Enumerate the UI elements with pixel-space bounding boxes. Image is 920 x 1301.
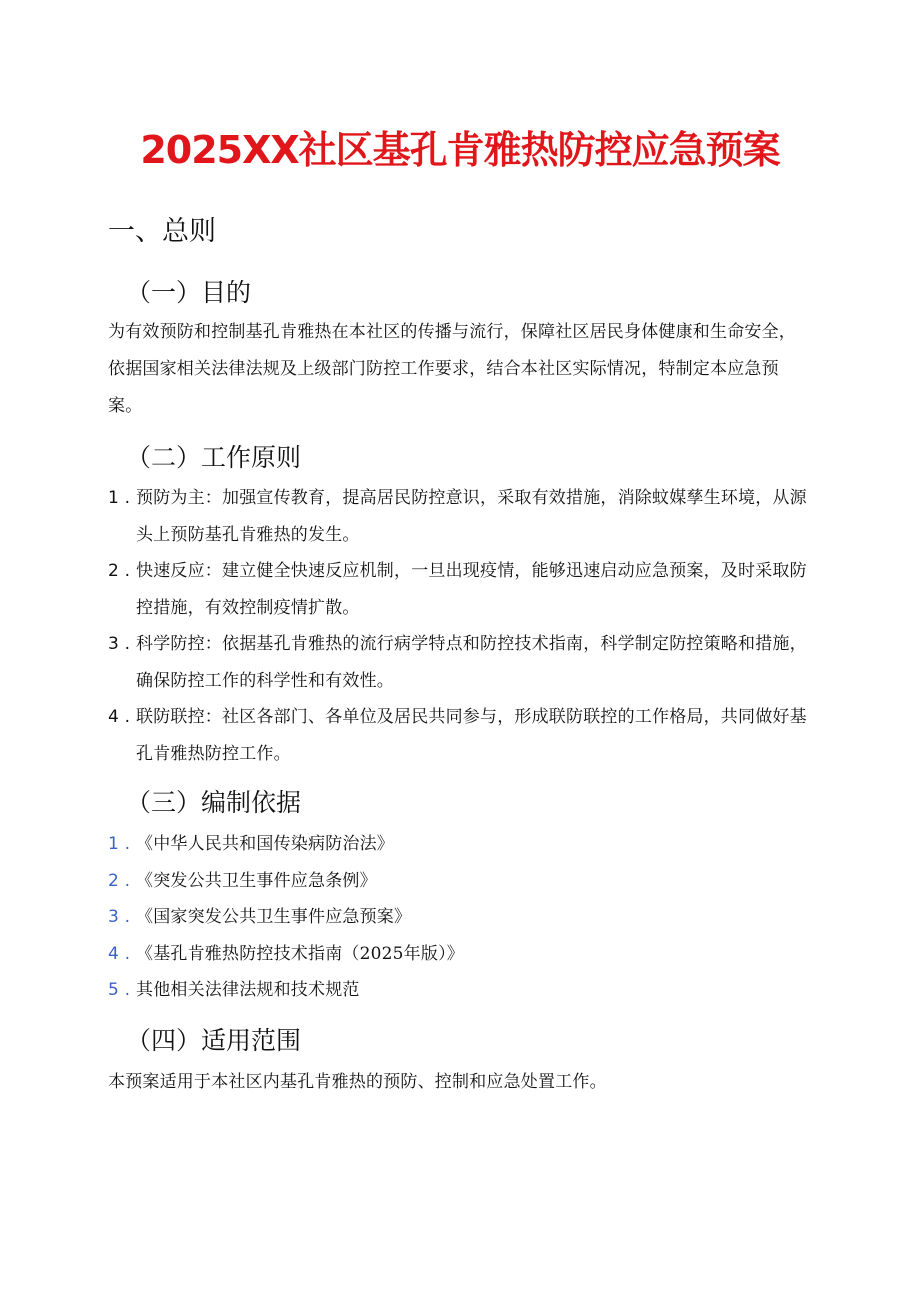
subheading-scope: （四）适用范围 <box>126 1026 302 1055</box>
basis-item: 5 . 其他相关法律法规和技术规范 <box>108 980 360 1000</box>
item-text: 快速反应：建立健全快速反应机制，一旦出现疫情，能够迅速启动应急预案，及时采取防控措施，有效控制疫情扩散。 <box>136 561 807 618</box>
basis-item: 4 . 《基孔肯雅热防控技术指南（2025年版）》 <box>108 944 464 964</box>
principle-item: 3 . 科学防控：依据基孔肯雅热的流行病学特点和防控技术指南，科学制定防控策略和措施，确保防控工作的科学性和有效性。 <box>108 634 807 691</box>
item-number: 4 <box>108 944 120 964</box>
item-text: 预防为主：加强宣传教育，提高居民防控意识，采取有效措施，消除蚊媒孳生环境，从源头上预防基孔肯雅热的发生。 <box>136 488 807 545</box>
item-number: 2 <box>108 871 120 891</box>
item-number: 2 <box>108 561 120 581</box>
item-text: 其他相关法律法规和技术规范 <box>136 980 360 1000</box>
item-text: 科学防控：依据基孔肯雅热的流行病学特点和防控技术指南，科学制定防控策略和措施，确保防控工作的科学性和有效性。 <box>136 634 807 691</box>
principle-item: 4 . 联防联控：社区各部门、各单位及居民共同参与，形成联防联控的工作格局，共同做好基孔肯雅热防控工作。 <box>108 707 807 764</box>
item-text: 《突发公共卫生事件应急条例》 <box>136 871 377 891</box>
item-number: 4 <box>108 707 120 727</box>
basis-item: 2 . 《突发公共卫生事件应急条例》 <box>108 871 377 891</box>
document-title: 2025XX社区基孔肯雅热防控应急预案 <box>140 128 780 172</box>
item-text: 联防联控：社区各部门、各单位及居民共同参与，形成联防联控的工作格局，共同做好基孔肯雅热防控工作。 <box>136 707 807 764</box>
item-number: 3 <box>108 634 120 654</box>
item-text: 《基孔肯雅热防控技术指南（2025年版）》 <box>136 944 464 964</box>
item-number: 3 <box>108 907 120 927</box>
principle-item: 2 . 快速反应：建立健全快速反应机制，一旦出现疫情，能够迅速启动应急预案，及时采取防控措施，有效控制疫情扩散。 <box>108 561 807 618</box>
item-number: 1 <box>108 488 120 508</box>
subheading-principles: （二）工作原则 <box>126 443 302 472</box>
item-text: 《中华人民共和国传染病防治法》 <box>136 834 394 854</box>
basis-item: 1 . 《中华人民共和国传染病防治法》 <box>108 834 394 854</box>
purpose-paragraph: 为有效预防和控制基孔肯雅热在本社区的传播与流行，保障社区居民身体健康和生命安全，依据国家相关法律法规及上级部门防控工作要求，结合本社区实际情况，特制定本应急预案。 <box>108 322 796 416</box>
section-heading-general: 一、总则 <box>108 216 216 247</box>
subheading-basis: （三）编制依据 <box>126 788 302 817</box>
item-number: 5 <box>108 980 120 1000</box>
principle-item: 1 . 预防为主：加强宣传教育，提高居民防控意识，采取有效措施，消除蚊媒孳生环境，从源头上预防基孔肯雅热的发生。 <box>108 488 807 545</box>
subheading-purpose: （一）目的 <box>126 278 252 307</box>
item-text: 《国家突发公共卫生事件应急预案》 <box>136 907 412 927</box>
basis-item: 3 . 《国家突发公共卫生事件应急预案》 <box>108 907 412 927</box>
item-number: 1 <box>108 834 120 854</box>
scope-paragraph: 本预案适用于本社区内基孔肯雅热的预防、控制和应急处置工作。 <box>108 1072 607 1092</box>
